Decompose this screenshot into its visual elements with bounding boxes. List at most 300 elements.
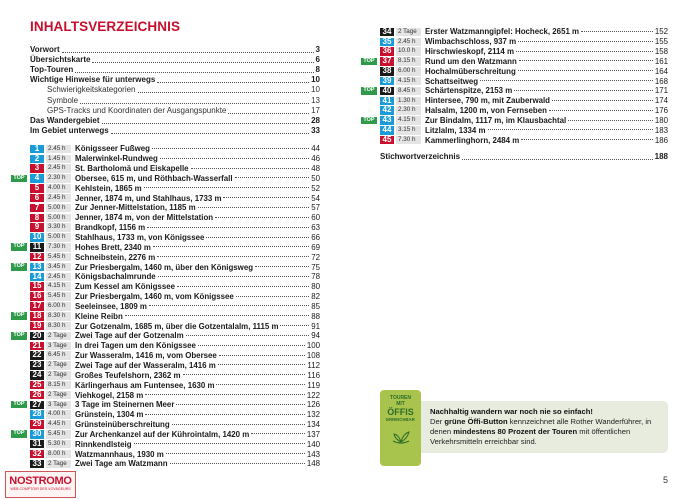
tour-row[interactable] (30, 302, 320, 312)
tour-row[interactable] (30, 420, 320, 430)
tour-number: 2 (30, 155, 44, 164)
toc-entry[interactable] (30, 75, 320, 85)
dot-leader (145, 394, 305, 395)
toc-entry[interactable] (30, 116, 320, 126)
tour-name: Malerwinkel-Rundweg (75, 154, 158, 164)
tour-duration: 2 Tage (396, 28, 421, 37)
toc-label: Stichwortverzeichnis (380, 152, 461, 162)
tour-page: 108 (306, 351, 320, 361)
tour-number: 14 (30, 273, 44, 282)
tour-name: Grünsteinüberschreitung (75, 420, 170, 430)
tour-row[interactable] (13, 261, 320, 272)
toc-label: Top-Touren (30, 65, 74, 75)
dot-leader (206, 237, 309, 238)
tour-page: 60 (311, 213, 320, 223)
tour-row[interactable] (30, 459, 320, 469)
top-badge: TOP (11, 243, 27, 251)
tour-row[interactable] (380, 66, 668, 76)
info-text: Der (430, 417, 445, 426)
dot-leader (514, 90, 653, 91)
toc-label: Übersichtskarte (30, 55, 91, 65)
info-bold: mindestens 80 Prozent der Touren (453, 427, 578, 436)
toc-page: 6 (315, 55, 320, 65)
toc-label: GPS-Tracks und Koordinaten der Ausgangspunkte (47, 105, 227, 115)
tour-page: 80 (311, 282, 320, 292)
tour-duration: 8.15 h (396, 57, 421, 66)
tour-duration: 3.30 h (46, 223, 71, 232)
tour-row[interactable] (30, 164, 320, 174)
dot-leader (144, 187, 310, 188)
tour-duration: 3.15 h (396, 126, 421, 135)
tour-duration: 4.45 h (46, 420, 71, 429)
toc-entry-stichwortverzeichnis[interactable] (380, 152, 668, 162)
tour-duration: 2.30 h (46, 174, 71, 183)
dot-leader (198, 207, 310, 208)
tour-number: 27 (30, 401, 44, 410)
tour-number: 42 (380, 106, 394, 115)
tour-page: 44 (311, 144, 320, 154)
tour-row[interactable] (30, 390, 320, 400)
toc-label: Wichtige Hinweise für unterwegs (30, 75, 156, 85)
tour-row[interactable] (363, 85, 668, 96)
tour-row[interactable] (30, 183, 320, 193)
watermark-name: NOSTROMO (9, 475, 72, 487)
tour-name: Grünstein, 1304 m (75, 410, 144, 420)
dot-leader (166, 453, 305, 454)
tour-page: 122 (306, 390, 320, 400)
dot-leader (215, 217, 309, 218)
tour-name: Hintersee, 790 m, mit Zauberwald (425, 96, 550, 106)
tour-duration: 2 Tage (46, 371, 71, 380)
dot-leader (172, 424, 305, 425)
tour-row[interactable] (380, 37, 668, 47)
tour-row[interactable] (30, 144, 320, 154)
watermark-logo (5, 471, 76, 498)
dot-leader (92, 62, 313, 63)
tour-name: Brandkopf, 1156 m (75, 223, 146, 233)
dot-leader (111, 133, 309, 134)
tour-number: 39 (380, 77, 394, 86)
dot-leader (228, 113, 309, 114)
tour-row[interactable] (13, 173, 320, 184)
dot-leader (223, 197, 309, 198)
tour-row[interactable] (380, 96, 668, 106)
tour-name: Kammerlinghorn, 2484 m (425, 135, 520, 145)
tour-row[interactable] (30, 233, 320, 243)
tour-row[interactable] (30, 272, 320, 282)
dot-leader (518, 70, 653, 71)
tour-row[interactable] (30, 292, 320, 302)
tour-page: 63 (311, 223, 320, 233)
tour-page: 174 (654, 96, 668, 106)
tour-duration: 5.30 h (46, 440, 71, 449)
badge-line4: ERREICHBAR (386, 417, 415, 422)
tour-number: 7 (30, 204, 44, 213)
top-badge: TOP (361, 117, 377, 125)
tour-duration: 3 Tage (46, 342, 71, 351)
toc-page: 13 (311, 95, 320, 105)
dot-leader (255, 266, 309, 267)
tour-name: Stahlhaus, 1733 m, von Königssee (75, 233, 205, 243)
tour-page: 116 (307, 370, 320, 380)
tour-duration: 2.45 h (46, 164, 71, 173)
tour-name: Rinnkendlsteig (75, 439, 132, 449)
tour-number: 34 (380, 28, 394, 37)
tour-name: Viehkogel, 2158 m (75, 390, 144, 400)
dot-leader (516, 51, 653, 52)
tour-number: 8 (30, 214, 44, 223)
toc-page: 10 (311, 85, 320, 95)
tour-name: Jenner, 1874 m, von der Mittelstation (75, 213, 214, 223)
tour-row[interactable] (380, 47, 668, 57)
tour-row[interactable] (30, 193, 320, 203)
tour-page: 78 (311, 272, 320, 282)
tour-duration: 5.00 h (46, 233, 71, 242)
tour-page: 143 (306, 449, 320, 459)
top-badge: TOP (11, 401, 27, 409)
dot-leader (581, 31, 653, 32)
tour-row[interactable] (30, 351, 320, 361)
toc-label: Das Wandergebiet (30, 115, 100, 125)
tour-page: 119 (307, 380, 320, 390)
tour-page: 66 (311, 233, 320, 243)
tour-name: Königsbachalmrunde (75, 272, 156, 282)
tour-number: 25 (30, 381, 44, 390)
tour-duration: 2 Tage (46, 460, 71, 469)
info-headline: Nachhaltig wandern war noch nie so einfach! (430, 407, 593, 416)
dot-leader (160, 158, 309, 159)
oeffi-badge (380, 390, 421, 466)
dot-leader (152, 148, 309, 149)
tour-row[interactable] (13, 242, 320, 252)
tour-row[interactable] (30, 252, 320, 262)
tour-name: Großes Teufelshorn, 2362 m (75, 370, 181, 380)
tour-page: 75 (311, 262, 320, 272)
tour-name: Rund um den Watzmann (425, 56, 517, 66)
dot-leader (145, 414, 304, 415)
top-badge: TOP (11, 312, 27, 320)
dot-leader (191, 168, 310, 169)
tour-duration: 7.30 h (396, 136, 421, 145)
tour-name: Wimbachschloss, 937 m (425, 37, 517, 47)
dot-leader (158, 276, 310, 277)
tour-number: 9 (30, 223, 44, 232)
tour-page: 171 (654, 86, 668, 96)
dot-leader (219, 355, 305, 356)
dot-leader (552, 100, 653, 101)
tour-name: Halsalm, 1200 m, von Fernseben (425, 106, 547, 116)
tour-row[interactable] (30, 361, 320, 371)
tour-name: Hirschwieskopf, 2114 m (425, 47, 515, 57)
tour-name: Hochalmüberschreitung (425, 66, 516, 76)
dot-leader (521, 139, 653, 140)
tour-row[interactable] (13, 330, 320, 341)
tour-number: 32 (30, 450, 44, 459)
tour-duration: 2.45 h (46, 145, 71, 154)
dot-leader (280, 325, 309, 326)
tour-page: 72 (311, 252, 320, 262)
dot-leader (518, 41, 653, 42)
tour-row[interactable] (363, 56, 668, 67)
tour-page: 54 (311, 193, 320, 203)
badge-line3: ÖFFIS (387, 407, 414, 417)
dot-leader (236, 296, 309, 297)
tour-number: 21 (30, 342, 44, 351)
tour-page: 100 (306, 341, 320, 351)
tour-name: 3 Tage im Steinernen Meer (75, 400, 175, 410)
dot-leader (157, 82, 309, 83)
badge-line1: TOUREN (389, 395, 412, 401)
dot-leader (62, 52, 314, 53)
tour-name: Erster Watzmanngipfel: Hocheck, 2651 m (425, 27, 580, 37)
tour-page: 183 (654, 125, 668, 135)
tour-page: 186 (654, 135, 668, 145)
tour-page: 69 (311, 242, 320, 252)
toc-page: 17 (311, 105, 320, 115)
toc-page: 3 (315, 45, 320, 55)
tour-row[interactable] (13, 311, 320, 321)
top-badge: TOP (361, 58, 377, 66)
tour-page: 52 (311, 183, 320, 193)
tour-number: 36 (380, 47, 394, 56)
tour-row[interactable] (30, 321, 320, 331)
tour-name: In drei Tagen um den Königssee (75, 341, 196, 351)
toc-page: 28 (311, 115, 320, 125)
tour-number: 18 (30, 312, 44, 321)
tour-row[interactable] (380, 106, 668, 116)
tour-number: 19 (30, 322, 44, 331)
tour-page: 88 (311, 311, 320, 321)
tour-list-right (363, 26, 668, 145)
dot-leader (568, 120, 653, 121)
info-box (421, 401, 668, 453)
tour-number: 43 (380, 116, 394, 125)
tour-duration: 5.45 h (46, 253, 71, 262)
top-badge: TOP (11, 175, 27, 183)
tour-page: 161 (654, 56, 668, 66)
toc-page: 8 (315, 65, 320, 75)
tour-name: Jenner, 1874 m, und Stahlhaus, 1733 m (75, 193, 222, 203)
tour-number: 12 (30, 253, 44, 262)
dot-leader (488, 129, 653, 130)
tour-number: 28 (30, 410, 44, 419)
tour-number: 29 (30, 420, 44, 429)
tour-page: 137 (306, 429, 320, 439)
tour-row[interactable] (363, 115, 668, 126)
tour-page: 132 (306, 410, 320, 420)
dot-leader (138, 92, 310, 93)
tour-list-left (13, 143, 320, 469)
tour-duration: 6.45 h (46, 351, 71, 360)
tour-row[interactable] (13, 399, 320, 410)
tour-name: Kleine Reibn (75, 311, 123, 321)
tour-page: 50 (311, 173, 320, 183)
toc-entry[interactable] (30, 65, 320, 75)
tour-name: Zwei Tage am Watzmann (75, 459, 168, 469)
dot-leader (149, 305, 309, 306)
tour-row[interactable] (380, 135, 668, 145)
tour-name: Zwei Tage auf der Wasseralm, 1416 m (75, 360, 216, 370)
tour-name: Zur Archenkanzel auf der Kührointalm, 1420 m (75, 429, 250, 439)
tour-page: 48 (311, 164, 320, 174)
toc-entry[interactable] (30, 126, 320, 136)
tour-name: Zum Kessel am Königssee (75, 282, 175, 292)
tour-duration: 2 Tage (46, 361, 71, 370)
info-text: mit öffentlichen Verkehrsmitteln erreichbar sind. (430, 427, 631, 446)
tour-row[interactable] (30, 410, 320, 420)
tour-duration: 8.15 h (46, 381, 71, 390)
tour-duration: 2.30 h (396, 106, 421, 115)
tour-page: 158 (654, 47, 668, 57)
tour-name: Schärtenspitze, 2153 m (425, 86, 513, 96)
dot-leader (102, 123, 310, 124)
tour-duration: 5.00 h (46, 204, 71, 213)
tour-number: 6 (30, 194, 44, 203)
tour-duration: 8.45 h (396, 87, 421, 96)
dot-leader (177, 286, 309, 287)
tour-row[interactable] (30, 341, 320, 351)
dot-leader (198, 345, 305, 346)
tour-number: 38 (380, 67, 394, 76)
tour-name: Zur Priesbergalm, 1460 m, über den Königsweg (75, 262, 254, 272)
tour-row[interactable] (30, 380, 320, 390)
tour-row[interactable] (380, 76, 668, 86)
tour-name: Kärlingerhaus am Funtensee, 1630 m (75, 380, 215, 390)
toc-entry[interactable] (30, 95, 320, 105)
tour-row[interactable] (30, 203, 320, 213)
tour-row[interactable] (30, 370, 320, 380)
dot-leader (153, 246, 309, 247)
tour-page: 94 (311, 331, 320, 341)
tour-number: 44 (380, 126, 394, 135)
tour-name: Zur Priesbergalm, 1460 m, vom Königssee (75, 292, 234, 302)
tour-number: 15 (30, 282, 44, 291)
tour-row[interactable] (30, 213, 320, 223)
dot-leader (251, 433, 305, 434)
tour-name: Schattseitweg (425, 76, 479, 86)
tour-duration: 1.30 h (396, 97, 421, 106)
dot-leader (462, 159, 653, 160)
watermark-tagline: WEB COMPTOIR DES VOYAGEURS (10, 487, 71, 491)
tour-number: 31 (30, 440, 44, 449)
tour-duration: 8.00 h (46, 450, 71, 459)
tour-page: 180 (654, 116, 668, 126)
tour-name: Zur Gotzenalm, 1685 m, über die Gotzentalalm, 1115 m (75, 321, 279, 331)
tour-page: 112 (307, 360, 320, 370)
dot-leader (218, 364, 306, 365)
tour-duration: 4.15 h (46, 282, 71, 291)
tour-name: Obersee, 615 m, und Röthbach-Wasserfall (75, 173, 233, 183)
tour-row[interactable] (13, 429, 320, 439)
tour-name: Schneibstein, 2276 m (75, 252, 156, 262)
tour-name: Zur Jenner-Mittelstation, 1185 m (75, 203, 196, 213)
tour-number: 33 (30, 460, 44, 469)
tour-row[interactable] (30, 154, 320, 164)
dot-leader (125, 315, 309, 316)
dot-leader (519, 60, 653, 61)
tour-number: 30 (30, 430, 44, 439)
tour-page: 126 (306, 400, 320, 410)
tour-number: 26 (30, 391, 44, 400)
dot-leader (80, 103, 309, 104)
top-badge: TOP (11, 430, 27, 438)
tour-row[interactable] (30, 223, 320, 233)
dot-leader (480, 80, 653, 81)
tour-row[interactable] (30, 449, 320, 459)
dot-leader (235, 177, 310, 178)
info-bold: grüne Öffi-Button (444, 417, 508, 426)
tour-name: Litzlalm, 1334 m (425, 125, 486, 135)
toc-entry[interactable] (30, 106, 320, 116)
tour-duration: 5.00 h (46, 214, 71, 223)
tour-row[interactable] (30, 282, 320, 292)
toc-general (30, 45, 320, 136)
tour-number: 22 (30, 351, 44, 360)
tour-duration: 4.15 h (396, 77, 421, 86)
tour-row[interactable] (380, 125, 668, 135)
dot-leader (549, 110, 653, 111)
tour-number: 45 (380, 136, 394, 145)
tour-page: 168 (654, 76, 668, 86)
top-badge: TOP (11, 332, 27, 340)
tour-number: 3 (30, 164, 44, 173)
toc-page: 188 (654, 152, 668, 162)
dot-leader (75, 72, 313, 73)
tour-duration: 2.45 h (46, 273, 71, 282)
tour-page: 148 (306, 459, 320, 469)
toc-label: Schwierigkeitskategorien (47, 85, 136, 95)
tour-duration: 4.00 h (46, 410, 71, 419)
toc-entry[interactable] (30, 55, 320, 65)
toc-page: 33 (311, 125, 320, 135)
tour-duration: 8.30 h (46, 322, 71, 331)
page-title: INHALTSVERZEICHNIS (30, 19, 181, 34)
tour-page: 85 (311, 301, 320, 311)
tour-page: 164 (654, 66, 668, 76)
tour-number: 35 (380, 38, 394, 47)
tour-page: 140 (306, 439, 320, 449)
tour-duration: 2.45 h (46, 194, 71, 203)
tour-duration: 3 Tage (46, 401, 71, 410)
tour-duration: 8.30 h (46, 312, 71, 321)
tour-row[interactable] (30, 439, 320, 449)
toc-entry[interactable] (30, 45, 320, 55)
top-badge: TOP (11, 263, 27, 271)
tour-page: 155 (654, 37, 668, 47)
dot-leader (186, 335, 310, 336)
tour-number: 41 (380, 97, 394, 106)
page-number: 5 (663, 475, 669, 485)
tour-number: 37 (380, 57, 394, 66)
dot-leader (170, 463, 305, 464)
tour-name: Seeleinsee, 1809 m (75, 301, 147, 311)
tour-duration: 4.00 h (46, 184, 71, 193)
top-badge: TOP (361, 87, 377, 95)
tour-number: 40 (380, 87, 394, 96)
info-text: kennzeichnet alle Rother Wanderführer, in denen (430, 417, 652, 436)
tour-duration: 5.45 h (46, 430, 71, 439)
dot-leader (216, 384, 305, 385)
tour-duration: 7.30 h (46, 243, 71, 252)
tour-name: Zwei Tage auf der Gotzenalm (75, 331, 184, 341)
toc-label: Vorwort (30, 45, 60, 55)
toc-label: Symbole (47, 95, 79, 105)
tour-duration: 2 Tage (46, 332, 71, 341)
toc-entry[interactable] (30, 85, 320, 95)
tour-page: 176 (654, 106, 668, 116)
tour-name: Kehlstein, 1865 m (75, 183, 142, 193)
tour-row[interactable] (380, 27, 668, 37)
